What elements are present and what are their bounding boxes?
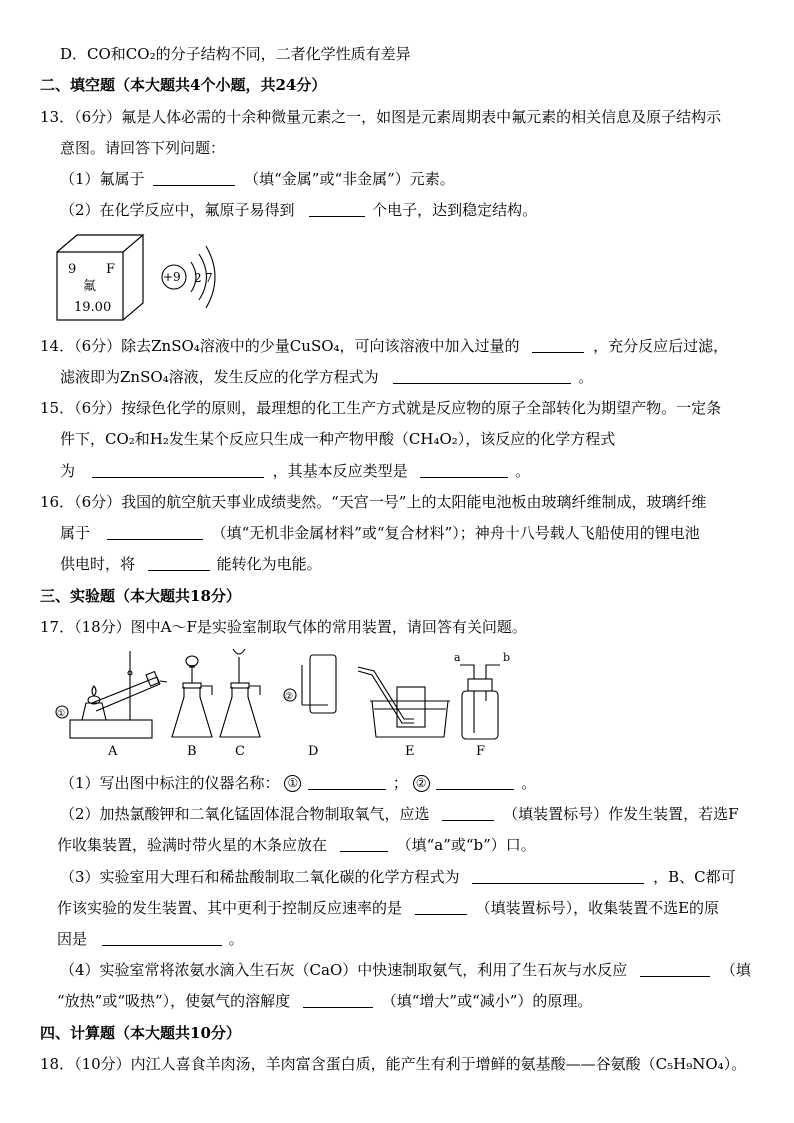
q15-line-1: 15．（6分）按绿色化学的原则，最理想的化工生产方式就是反应物的原子全部转化为期望产物。一定条 [40,399,722,417]
q17-part-3-line-2 [57,898,719,918]
q17-part-4-text-a: （4）实验室常将浓氨水滴入生石灰（CaO）中快速制取氨气，利用了生石灰与水反应 [60,961,628,979]
q17-part-1-blank-1[interactable] [308,775,386,790]
fig-label-c: C [235,744,245,759]
q13-part-1-blank[interactable] [153,171,235,186]
q17-part-2-line-2 [57,835,536,855]
q14-line-1-text-b: ，充分反应后过滤， [593,337,729,355]
q15-line-3-text-b: ，其基本反应类型是 [272,462,408,480]
q17-part-4-blank-2[interactable] [303,993,373,1008]
q17-part-1-mark-2: ② [413,775,430,792]
fig-port-a: a [454,651,461,664]
element-atomic-mass: 19.00 [74,300,112,315]
q17-part-3-text-e: 因是 [57,930,88,948]
q15-line-3-text-a: 为 [60,462,76,480]
q15-line-3-text-c: 。 [515,462,531,480]
q17-part-3-text-b: ，B、C都可 [653,868,736,886]
q17-part-4-line-2 [57,991,592,1011]
element-name: 氟 [83,279,97,294]
fig-mark-2: ② [285,692,294,702]
q13-part-2 [60,200,537,220]
atom-shell-1-electrons: 2 [194,271,202,285]
q17-part-3-blank-3[interactable] [102,931,222,946]
q17-part-1-text: （1）写出图中标注的仪器名称： [60,774,280,792]
q17-part-3-blank-1[interactable] [472,869,644,884]
q17-apparatus-figure [52,645,532,767]
fig-label-d: D [308,744,319,759]
q14-line-2-text-b: 。 [578,368,594,386]
q16-blank-2[interactable] [148,556,210,571]
q13-stem-line-2: 意图。请回答下列问题： [60,139,226,157]
q14-line-1 [40,336,728,356]
q17-part-3-text-d: （填装置标号），收集装置不选E的原 [475,899,720,917]
q17-part-4-text-c: “放热”或“吸热”），使氨气的溶解度 [57,992,291,1010]
section-4-heading: 四、计算题（本大题共10分） [40,1024,241,1042]
q13-part-2-text-b: 个电子，达到稳定结构。 [372,201,538,219]
q17-part-1-separator: ； [392,774,408,792]
apparatus-e [358,667,450,737]
q16-line-3 [60,554,322,574]
q16-line-1: 16．（6分）我国的航空航天事业成绩斐然。“天宫一号”上的太阳能电池板由玻璃纤维制成，玻璃纤维 [40,493,707,511]
fig-label-a: A [108,744,118,759]
element-atomic-number: 9 [68,262,77,277]
q16-line-3-text-a: 供电时，将 [60,555,136,573]
q14-blank-2[interactable] [393,369,571,384]
q17-part-1 [60,773,536,793]
q13-figure [54,232,234,328]
q17-part-2-text-c: 作收集装置，验满时带火星的木条应放在 [57,836,328,854]
q17-part-2-line-1 [60,804,739,824]
q17-part-3-text-c: 作该实验的发生装置、其中更利于控制反应速率的是 [57,899,403,917]
q17-part-1-mark-1: ① [284,775,301,792]
q13-part-1-text-b: （填“金属”或“非金属”）元素。 [244,170,455,188]
q14-line-1-text-a: 14．（6分）除去ZnSO₄溶液中的少量CuSO₄，可向该溶液中加入过量的 [40,337,520,355]
q17-part-3-line-3 [57,929,244,949]
element-symbol: F [106,262,116,277]
q17-part-3-blank-2[interactable] [415,900,467,915]
q16-line-2-text-b: （填“无机非金属材料”或“复合材料”）；神舟十八号载人飞船使用的锂电池 [211,524,700,542]
q13-stem-line-1: 13．（6分）氟是人体必需的十余种微量元素之一，如图是元素周期表中氟元素的相关信息及原子结构示 [40,108,722,126]
fig-label-e: E [405,744,415,759]
q17-part-2-text-b: （填装置标号）作发生装置，若选F [503,805,739,823]
q13-part-1-text-a: （1）氟属于 [60,170,145,188]
q17-part-2-blank-1[interactable] [442,806,494,821]
q17-part-1-end: 。 [521,774,537,792]
fig-label-f: F [476,744,486,759]
q17-part-4-blank-1[interactable] [640,962,710,977]
q17-part-2-text-d: （填“a”或“b”）口。 [396,836,536,854]
fig-port-b: b [503,651,511,664]
q17-part-3-text-f: 。 [228,930,244,948]
q14-blank-1[interactable] [532,338,584,353]
q13-part-2-text-a: （2）在化学反应中，氟原子易得到 [60,201,295,219]
section-3-heading: 三、实验题（本大题共18分） [40,587,241,605]
apparatus-f [460,665,500,739]
q17-part-2-blank-2[interactable] [340,837,388,852]
q17-part-3-text-a: （3）实验室用大理石和稀盐酸制取二氧化碳的化学方程式为 [60,868,460,886]
q15-line-3 [60,461,530,481]
atom-nucleus-charge: +9 [163,270,181,284]
apparatus-a [56,651,167,738]
apparatus-c [220,649,260,737]
apparatus-d [284,655,336,713]
q16-blank-1[interactable] [107,525,203,540]
q16-line-3-text-b: 能转化为电能。 [216,555,322,573]
q14-line-2 [60,367,593,387]
q17-part-4-text-d: （填“增大”或“减小”）的原理。 [381,992,593,1010]
fig-mark-1: ① [57,709,66,719]
q16-line-2-text-a: 属于 [60,524,91,542]
q18-line-1: 18．（10分）内江人喜食羊肉汤，羊肉富含蛋白质，能产生有利于增鲜的氨基酸——谷氨酸（C₅H₉NO₄）。 [40,1055,747,1073]
q12-option-d: D．CO和CO₂的分子结构不同，二者化学性质有差异 [60,45,411,63]
section-2-heading: 二、填空题（本大题共4个小题，共24分） [40,76,327,94]
q15-line-2: 件下，CO₂和H₂发生某个反应只生成一种产物甲酸（CH₄O₂），该反应的化学方程式 [60,430,616,448]
q14-line-2-text-a: 滤液即为ZnSO₄溶液，发生反应的化学方程式为 [60,368,379,386]
q13-part-2-blank[interactable] [309,202,365,217]
apparatus-b [172,656,212,737]
q17-part-1-blank-2[interactable] [436,775,514,790]
q17-part-4-text-b: （填 [720,961,751,979]
q16-line-2 [60,523,700,543]
q15-blank-2[interactable] [420,463,508,478]
q17-part-4-line-1 [60,960,751,980]
q17-part-3-line-1 [60,867,736,887]
q13-part-1 [60,169,455,189]
q17-stem: 17．（18分）图中A～F是实验室制取气体的常用装置，请回答有关问题。 [40,618,527,636]
fig-label-b: B [187,744,197,759]
atom-shell-2-electrons: 7 [205,271,213,285]
q15-blank-1[interactable] [92,463,264,478]
q17-part-2-text-a: （2）加热氯酸钾和二氧化锰固体混合物制取氧气，应选 [60,805,430,823]
